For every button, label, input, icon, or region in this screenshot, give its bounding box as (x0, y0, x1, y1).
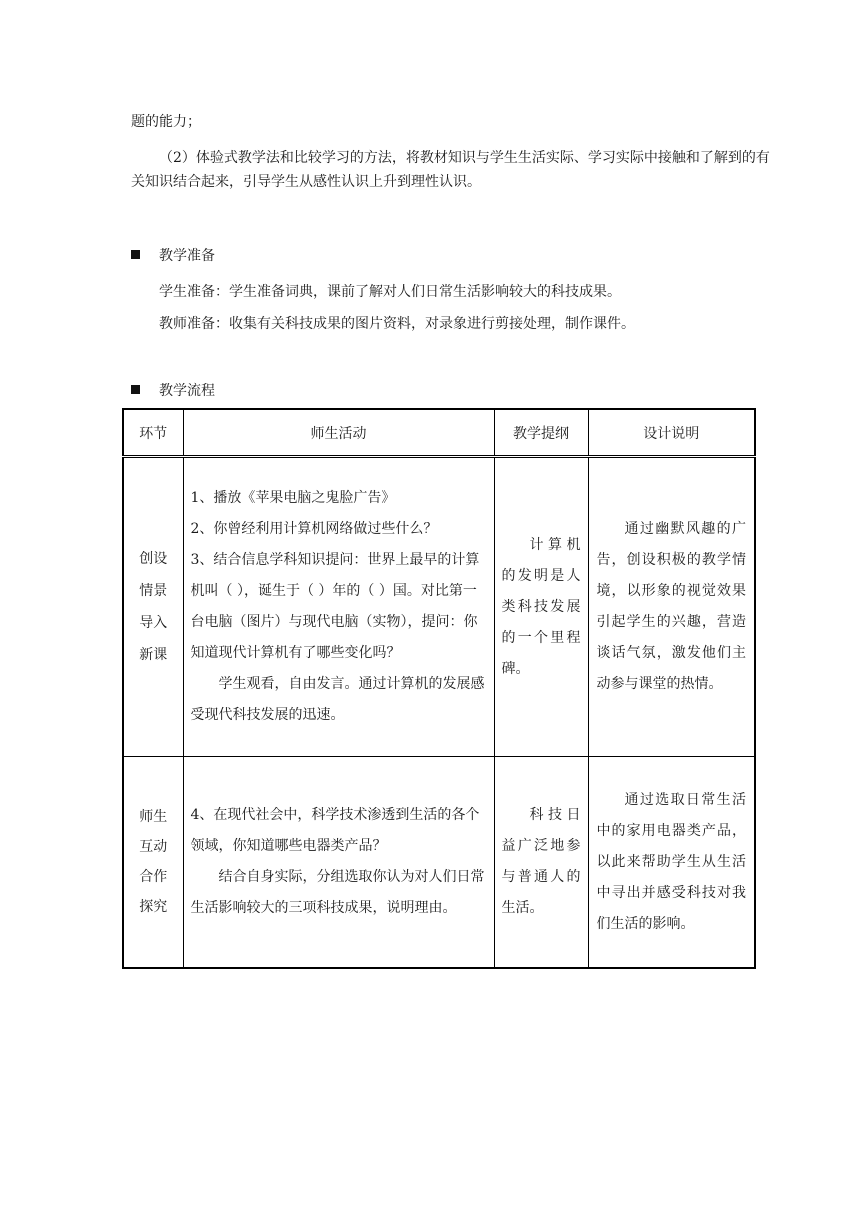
prep-heading-text: 教学准备 (159, 248, 215, 264)
stage-cell (123, 757, 183, 969)
stage-line: 导入 (139, 615, 168, 631)
note-cell (588, 757, 755, 969)
outline-text: 科技日益广泛地参与普通人的生活。 (501, 807, 581, 916)
stage-cell (123, 457, 183, 757)
teaching-flow-table (122, 408, 756, 969)
header-stage: 环节 (123, 409, 183, 457)
activity-item: 1、播放《苹果电脑之鬼脸广告》 (190, 490, 396, 506)
stage-line: 师生 (139, 809, 168, 825)
header-notes: 设计说明 (588, 409, 755, 457)
outline-cell (494, 757, 588, 969)
stage-line: 新课 (139, 647, 168, 663)
square-bullet-icon (131, 250, 140, 259)
activity-item: 2、你曾经利用计算机网络做过些什么？ (190, 521, 438, 537)
stage-line: 情景 (139, 583, 168, 599)
flow-heading-text: 教学流程 (159, 383, 215, 399)
header-activities: 师生活动 (183, 409, 494, 457)
note-text: 通过选取日常生活中的家用电器类产品，以此来帮助学生从生活中寻出并感受科技对我们生活的影响。 (596, 791, 746, 932)
stage-line: 探究 (139, 899, 168, 915)
stage-line: 合作 (139, 869, 168, 885)
square-bullet-icon (131, 385, 140, 394)
activities-cell (183, 457, 494, 757)
paragraph-line-top: 题的能力； (131, 114, 201, 130)
activity-item: 4、在现代社会中，科学技术渗透到生活的各个领域，你知道哪些电器类产品？ (190, 807, 480, 854)
paragraph-method-2: （2）体验式教学法和比较学习的方法，将教材知识与学生生活实际、学习实际中接触和了解到的有关知识结合起来，引导学生从感性认识上升到理性认识。 (131, 150, 770, 190)
prep-student: 学生准备：学生准备词典，课前了解对人们日常生活影响较大的科技成果。 (159, 284, 621, 300)
activity-item: 3、结合信息学科知识提问：世界上最早的计算机叫（ ），诞生于（ ）年的（ ）国。对比第一台电脑（图片）与现代电脑（实物），提问：你知道现代计算机有了哪些变化吗？ (190, 552, 480, 661)
prep-teacher: 教师准备：收集有关科技成果的图片资料，对录象进行剪接处理，制作课件。 (159, 316, 635, 332)
outline-cell (494, 457, 588, 757)
activities-cell (183, 757, 494, 969)
note-cell (588, 457, 755, 757)
outline-text: 计算机的发明是人类科技发展的一个里程碑。 (501, 536, 581, 677)
table-row (123, 757, 755, 969)
stage-line: 创设 (139, 551, 168, 567)
note-text: 通过幽默风趣的广告，创设积极的教学情境，以形象的视觉效果引起学生的兴趣，营造谈话气氛，激发他们主动参与课堂的热情。 (596, 521, 746, 692)
table-header-row (123, 409, 755, 457)
table-row (123, 457, 755, 757)
activity-item: 结合自身实际，分组选取你认为对人们日常生活影响较大的三项科技成果，说明理由。 (190, 869, 485, 916)
section-heading-prep (131, 246, 215, 266)
section-heading-flow (131, 381, 215, 401)
header-outline: 教学提纲 (494, 409, 588, 457)
activity-item: 学生观看，自由发言。通过计算机的发展感受现代科技发展的迅速。 (190, 676, 485, 723)
stage-line: 互动 (139, 839, 168, 855)
